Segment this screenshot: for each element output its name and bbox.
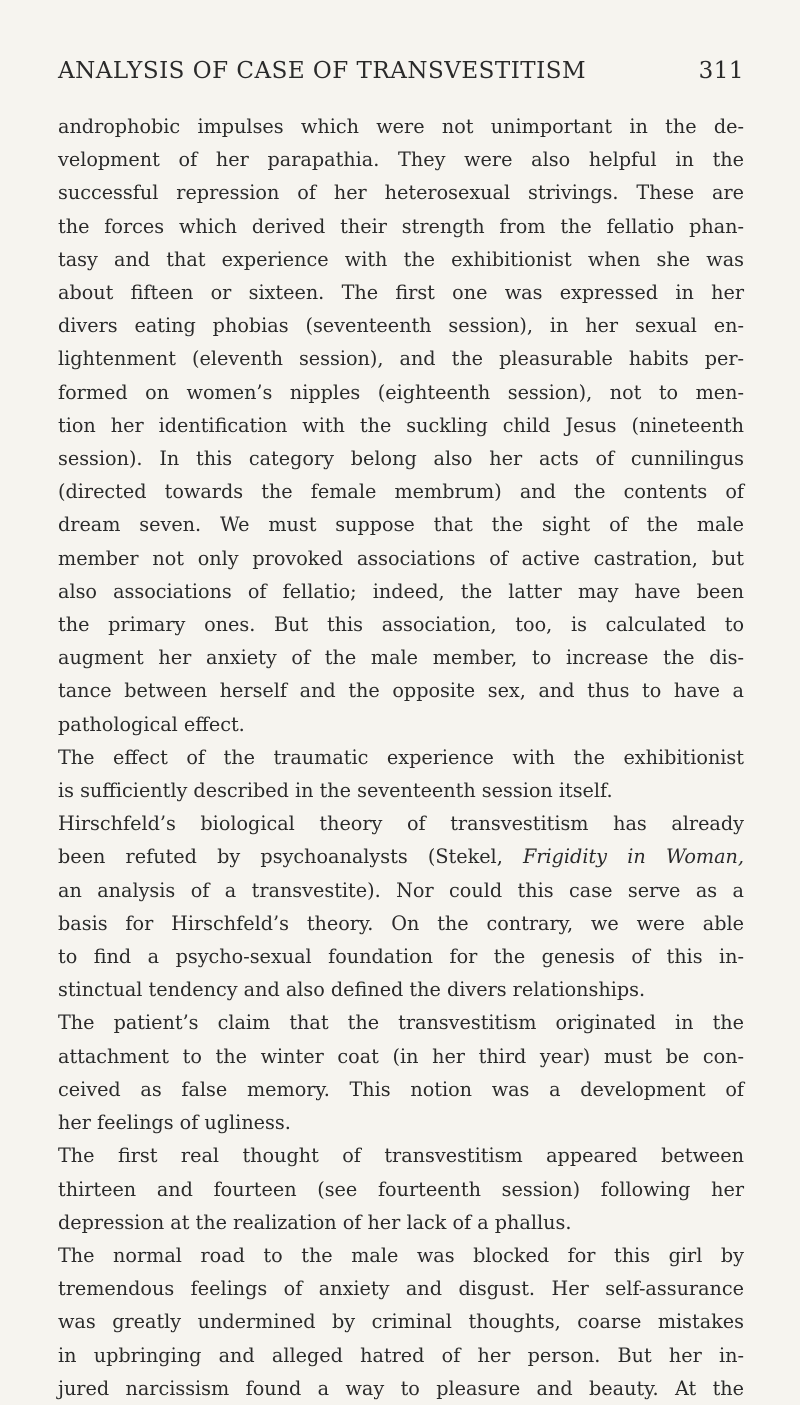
running-head-title: ANALYSIS OF CASE OF TRANSVESTITISM [58, 58, 587, 84]
text-line: an analysis of a transvestite). Nor could this case serve as a [58, 878, 744, 902]
text-line: augment her anxiety of the male member, to increase the dis- [58, 646, 744, 670]
text-line: tance between herself and the opposite sex, and thus to have a [58, 679, 744, 703]
text-line: ceived as false memory. This notion was a development of [58, 1077, 744, 1101]
text-line: session). In this category belong also her acts of cunnilingus [58, 447, 744, 471]
text-line: her feelings of ugliness. [58, 1111, 291, 1135]
text-line: tion her identification with the suckling child Jesus (nineteenth [58, 413, 744, 437]
text-line: jured narcissism found a way to pleasure and beauty. At the [58, 1376, 744, 1400]
text-line: attachment to the winter coat (in her third year) must be con- [58, 1044, 744, 1068]
text-line: the forces which derived their strength from the fellatio phan- [58, 214, 744, 238]
text-line: (directed towards the female membrum) and the contents of [58, 480, 744, 504]
text-line: basis for Hirschfeld’s theory. On the contrary, we were able [58, 911, 744, 935]
book-title-italic: Frigidity in Woman, [523, 845, 744, 869]
text-line: tasy and that experience with the exhibitionist when she was [58, 247, 744, 271]
text-line: pathological effect. [58, 712, 245, 736]
text-line: formed on women’s nipples (eighteenth session), not to men- [58, 380, 744, 404]
text-line: The normal road to the male was blocked for this girl by [58, 1243, 744, 1267]
text-line: lightenment (eleventh session), and the pleasurable habits per- [58, 347, 744, 371]
text-line-start: been refuted by psychoanalysts (Stekel, [58, 845, 524, 869]
text-line: in upbringing and alleged hatred of her person. But her in- [58, 1343, 744, 1367]
text-line: successful repression of her heterosexual strivings. These are [58, 181, 744, 205]
text-line: the primary ones. But this association, too, is calculated to [58, 613, 744, 637]
text-line: divers eating phobias (seventeenth session), in her sexual en- [58, 314, 744, 338]
running-head [58, 58, 744, 92]
page-number: 311 [698, 58, 744, 84]
text-line: The first real thought of transvestitism appeared between [58, 1144, 744, 1168]
text-line: was greatly undermined by criminal thoughts, coarse mistakes [58, 1310, 744, 1334]
text-line: tremendous feelings of anxiety and disgust. Her self-assurance [58, 1277, 744, 1301]
text-line: to find a psycho-sexual foundation for the genesis of this in- [58, 945, 744, 969]
text-line: depression at the realization of her lack of a phallus. [58, 1210, 572, 1234]
text-line: Hirschfeld’s biological theory of transvestitism has already [58, 812, 744, 836]
text-line: dream seven. We must suppose that the sight of the male [58, 513, 744, 537]
text-line: member not only provoked associations of active castration, but [58, 546, 744, 570]
text-line: is sufficiently described in the seventeenth session itself. [58, 779, 613, 803]
text-line: velopment of her parapathia. They were also helpful in the [58, 148, 744, 172]
text-line: androphobic impulses which were not unimportant in the de- [58, 115, 744, 138]
book-page [58, 58, 744, 1405]
text-line: also associations of fellatio; indeed, the latter may have been [58, 579, 744, 603]
text-line: The patient’s claim that the transvestitism originated in the [58, 1011, 744, 1035]
text-line: stinctual tendency and also defined the divers relationships. [58, 978, 646, 1002]
text-line: thirteen and fourteen (see fourteenth session) following her [58, 1177, 744, 1201]
body-text [58, 110, 744, 1405]
text-line [58, 840, 744, 873]
text-line: about fifteen or sixteen. The first one was expressed in her [58, 281, 744, 305]
text-line: The effect of the traumatic experience with the exhibitionist [58, 745, 744, 769]
